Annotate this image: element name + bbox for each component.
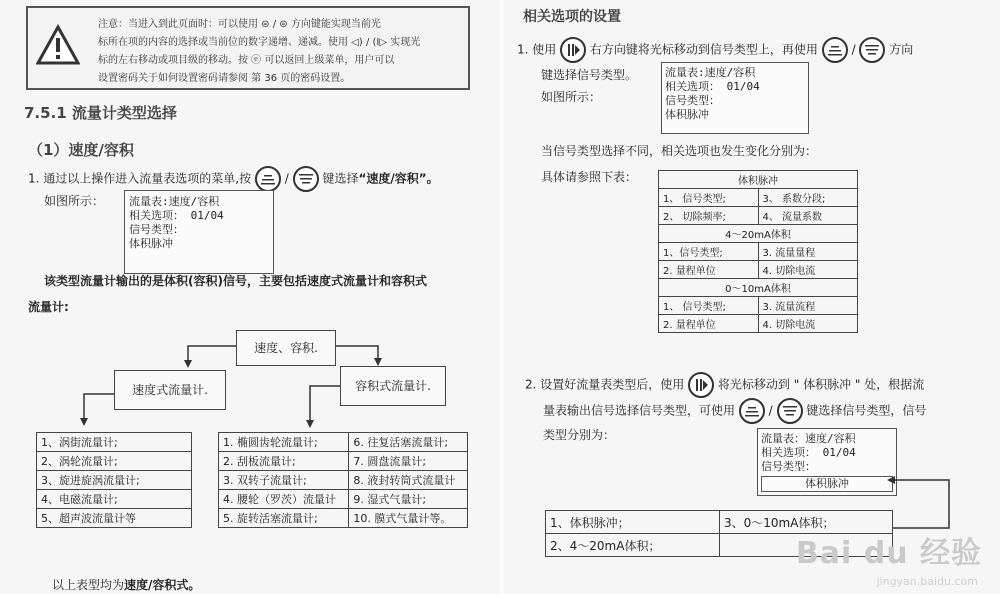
lcd-line: 体积脉冲	[129, 237, 173, 250]
table-cell: 2. 刮板流量计;	[219, 452, 349, 471]
see-table-label: 具体请参照下表：	[541, 170, 638, 184]
volume-meter-table	[218, 432, 468, 528]
step1-line: 1. 通过以上操作进入流量表选项的菜单,按 / 键选择“速度/容积”。	[28, 166, 439, 192]
table-row	[219, 509, 468, 528]
description-line: 该类型流量计输出的是体积(容积)信号，主要包括速度式流量计和容积式	[44, 274, 427, 288]
table-row	[219, 471, 468, 490]
warning-line: 标的左右移动或项目级的移动。按 ⓔ 可以返回上级菜单，用户可以	[98, 55, 395, 66]
lcd-line: 信号类型：	[129, 223, 184, 236]
section-heading: 7.5.1 流量计类型选择	[24, 104, 177, 122]
step1-text: 1. 通过以上操作进入流量表选项的菜单,按	[28, 171, 252, 186]
watermark-url: jingyan.baidu.com	[876, 575, 978, 588]
table-cell: 4. 腰轮（罗茨）流量计	[219, 490, 349, 509]
lcd-line: 相关选项： 01/04	[761, 446, 856, 459]
table-cell: 1、信号类型;	[659, 243, 759, 261]
table-cell: 9. 湿式气量计;	[349, 490, 468, 509]
step1-b: 右方向键将光标移动到信号类型上，再使用	[589, 42, 818, 57]
as-shown-label: 如图所示：	[541, 90, 602, 104]
warning-line: 设置密码关于如何设置密码请参阅 第 36 页的密码设置。	[98, 73, 351, 84]
list-item: 5、超声波流量计等	[37, 509, 192, 528]
lcd-line: 相关选项： 01/04	[665, 80, 760, 93]
list-item: 3、旋进旋涡流量计;	[37, 471, 192, 490]
table-cell: 2、4～20mA体积；	[546, 534, 720, 557]
step1-line: 1. 使用 右方向键将光标移动到信号类型上，再使用 / 方向	[517, 37, 913, 63]
table-cell: 3. 流量流程	[758, 297, 858, 315]
table-cell: 4. 切除电流	[758, 315, 858, 333]
footer-bold: 速度/容积式。	[124, 578, 201, 592]
lcd-line: 信号类型：	[761, 460, 816, 473]
table-cell: 3、0～10mA体积；	[720, 511, 893, 534]
table-cell: 3、 系数分段;	[758, 189, 858, 207]
flow-root-box: 速度、容积.	[236, 330, 336, 366]
footer-line	[52, 576, 200, 593]
velocity-meter-list	[36, 432, 192, 528]
table-header: 0～10mA体积	[659, 279, 858, 297]
lcd-selected-value: 体积脉冲	[761, 476, 893, 492]
step1-quote: “速度/容积”。	[358, 171, 439, 186]
table-cell: 2、 切除频率;	[659, 207, 759, 225]
warning-line: 标所在项的内容的选择或当前位的数字递增、递减。使用 ◁) / (I▷ 实现光	[98, 37, 421, 48]
lcd-line: 体积脉冲	[665, 108, 709, 121]
table-header: 体积脉冲	[659, 171, 858, 189]
list-item: 4、电磁流量计;	[37, 490, 192, 509]
right-heading: 相关选项的设置	[523, 9, 621, 25]
step1-d: 键选择信号类型。	[541, 68, 638, 82]
table-row	[219, 490, 468, 509]
table-cell: 1、体积脉冲；	[546, 511, 720, 534]
table-row	[219, 452, 468, 471]
lcd-line: 流量表：速度/容积	[761, 432, 856, 445]
arrow-connector	[503, 0, 1000, 594]
table-cell: 1. 椭圆齿轮流量计;	[219, 433, 349, 452]
lcd-line: 流量表:速度/容积	[665, 66, 756, 79]
step1-text-post: 键选择	[322, 171, 359, 186]
warning-line: 注意：当进入到此页面时：可以使用 ⊜ / ⊜ 方向键能实现当前光	[98, 19, 381, 30]
diff-text: 当信号类型选择不同，相关选项也发生变化分别为：	[541, 144, 818, 158]
step1-c: 方向	[889, 42, 914, 57]
step2-text: 键选择信号类型，信号	[806, 403, 927, 418]
step2-text: 量表输出信号选择信号类型，可使用	[543, 403, 736, 418]
flow-volume-box: 容积式流量计.	[340, 366, 446, 406]
lcd-line: 信号类型：	[665, 94, 720, 107]
table-cell: 1、 信号类型;	[659, 189, 759, 207]
right-page	[503, 0, 1000, 594]
list-item: 2、涡轮流量计;	[37, 452, 192, 471]
table-cell: 5. 旋转活塞流量计;	[219, 509, 349, 528]
as-shown-label: 如图所示：	[44, 194, 105, 208]
list-item: 1、涡街流量计;	[37, 433, 192, 452]
lcd-line: 流量表:速度/容积	[129, 195, 220, 208]
step2-text: 2. 设置好流量表类型后，使用	[525, 377, 685, 392]
table-row	[219, 433, 468, 452]
footer-text: 以上表型均为	[52, 578, 125, 592]
table-cell: 1、 信号类型;	[659, 297, 759, 315]
step2-line3: 类型分别为：	[543, 428, 616, 442]
step2-text: 将光标移动到 " 体积脉冲 " 处，根据流	[717, 377, 925, 392]
watermark-logo: Bai du 经验	[795, 536, 982, 571]
table-cell: 8. 液封转筒式流量计	[349, 471, 468, 490]
table-cell: 2. 量程单位	[659, 315, 759, 333]
table-cell: 3. 流量量程	[758, 243, 858, 261]
table-cell: 3. 双转子流量计;	[219, 471, 349, 490]
step2-line2: 量表输出信号选择信号类型，可使用 / 键选择信号类型，信号	[543, 398, 926, 424]
description-line: 流量计:	[28, 300, 69, 314]
table-cell: 4、 流量系数	[758, 207, 858, 225]
flow-velocity-box: 速度式流量计.	[114, 370, 226, 410]
step1-a: 1. 使用	[517, 42, 557, 57]
table-cell: 6. 往复活塞流量计;	[349, 433, 468, 452]
lcd-line: 相关选项： 01/04	[129, 209, 224, 222]
table-cell: 7. 圆盘流量计;	[349, 452, 468, 471]
table-cell: 10. 膜式气量计等。	[349, 509, 468, 528]
table-cell: 4. 切除电流	[758, 261, 858, 279]
subheading: （1）速度/容积	[28, 141, 134, 159]
table-cell: 2. 量程单位	[659, 261, 759, 279]
table-header: 4～20mA体积	[659, 225, 858, 243]
